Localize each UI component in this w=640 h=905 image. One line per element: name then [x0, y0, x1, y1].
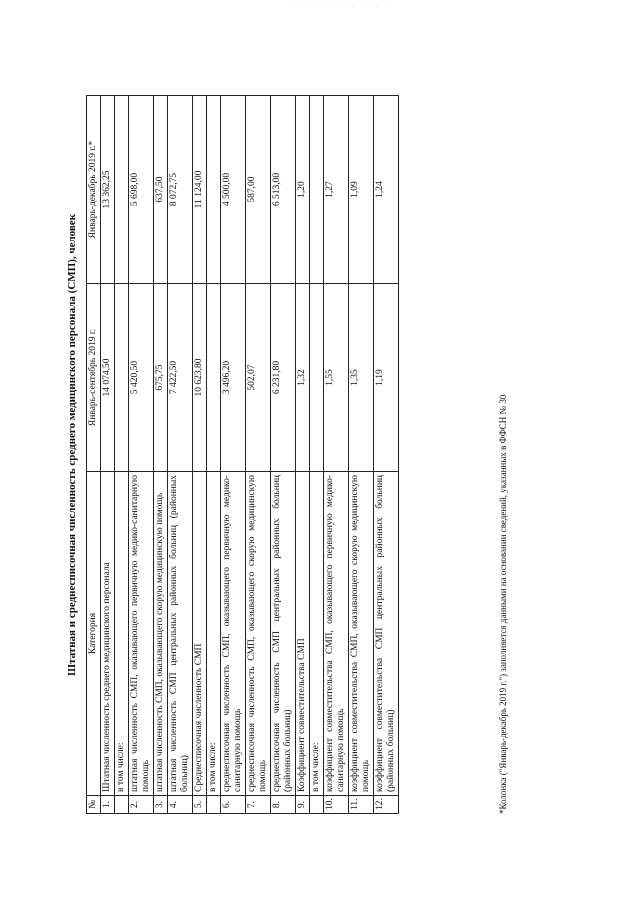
table-row [324, 96, 349, 814]
header-number: № [87, 796, 101, 814]
row-value-jan-sep: 502,07 [246, 284, 271, 472]
table-row [129, 96, 154, 814]
table-row [374, 96, 399, 814]
row-category: Коэффициент совместительства СМП [296, 472, 310, 796]
row-number: 3. [154, 796, 168, 814]
row-value-jan-dec: 4 500,00 [221, 96, 246, 284]
table-row [349, 96, 374, 814]
row-value-jan-sep: 1,32 [296, 284, 310, 472]
row-value-jan-sep [310, 284, 324, 472]
row-category: штатная численность СМП центральных районных больниц (районных больниц) [168, 472, 193, 796]
row-value-jan-sep: 1,55 [324, 284, 349, 472]
row-value-jan-sep: 7 422,50 [168, 284, 193, 472]
row-number: 5. [193, 796, 207, 814]
row-value-jan-sep: 1,35 [349, 284, 374, 472]
row-value-jan-sep: 3 496,20 [221, 284, 246, 472]
row-value-jan-dec [115, 96, 129, 284]
row-number: 8. [271, 796, 296, 814]
row-number: 6. [221, 796, 246, 814]
table-row [221, 96, 246, 814]
row-category: коэффициент совместительства СМП центральных районных больниц (районных больниц) [374, 472, 399, 796]
row-value-jan-sep: 14 074,50 [101, 284, 115, 472]
row-category: среднесписочная численность СМП центральных районных больниц (районных больниц) [271, 472, 296, 796]
table-row [193, 96, 207, 814]
row-value-jan-dec: 13 362,25 [101, 96, 115, 284]
header-jan-dec: Январь-декабрь 2019 г.* [87, 96, 101, 284]
row-number: 12. [374, 796, 399, 814]
row-value-jan-sep: 5 420,50 [129, 284, 154, 472]
row-category: в том числе: [115, 472, 129, 796]
header-jan-sep: Январь-сентябрь 2019 г. [87, 284, 101, 472]
row-number: 11. [349, 796, 374, 814]
row-number [310, 796, 324, 814]
table-row [246, 96, 271, 814]
row-value-jan-dec [207, 96, 221, 284]
row-category: Штатная численность среднего медицинского персонала [101, 472, 115, 796]
document-title: Штатная и среднесписочная численность среднего медицинского персонала (СМП), человек [66, 213, 78, 677]
row-value-jan-dec: 11 124,00 [193, 96, 207, 284]
row-value-jan-dec: 587,00 [246, 96, 271, 284]
row-category: коэффициент совместительства СМП, оказывающего первичную медико-санитарную помощь [324, 472, 349, 796]
row-number [207, 796, 221, 814]
table-row [207, 96, 221, 814]
row-number: 10. [324, 796, 349, 814]
row-category: Среднесписочная численность СМП [193, 472, 207, 796]
row-category: среднесписочная численность СМП, оказывающего скорую медицинскую помощь [246, 472, 271, 796]
row-value-jan-dec: 6 513,00 [271, 96, 296, 284]
table-row [168, 96, 193, 814]
scan-marks: · · ·· · ·· ·· · ·· · [290, 4, 391, 10]
row-value-jan-sep: 1,19 [374, 284, 399, 472]
row-value-jan-dec: 5 698,00 [129, 96, 154, 284]
row-category: штатная численность СМП, оказывающего первичную медико-санитарную помощь [129, 472, 154, 796]
header-category: Категория [87, 472, 101, 796]
row-number: 7. [246, 796, 271, 814]
table-row [310, 96, 324, 814]
row-number [115, 796, 129, 814]
row-value-jan-sep [115, 284, 129, 472]
row-category: среднесписочная численность СМП, оказывающего первичную медико-санитарную помощь [221, 472, 246, 796]
row-category: коэффициент совместительства СМП, оказывающего скорую медицинскую помощь [349, 472, 374, 796]
row-value-jan-sep [207, 284, 221, 472]
table-row [271, 96, 296, 814]
row-category: штатная численность СМП, оказывающего скорую медицинскую помощь [154, 472, 168, 796]
row-value-jan-dec: 1,20 [296, 96, 310, 284]
row-value-jan-dec: 1,09 [349, 96, 374, 284]
row-category: в том числе: [207, 472, 221, 796]
row-category: в том числе: [310, 472, 324, 796]
row-number: 4. [168, 796, 193, 814]
table-header-row [87, 96, 101, 814]
row-value-jan-sep: 6 231,80 [271, 284, 296, 472]
table-row [154, 96, 168, 814]
row-value-jan-dec: 1,24 [374, 96, 399, 284]
row-value-jan-dec: 8 072,75 [168, 96, 193, 284]
row-number: 9. [296, 796, 310, 814]
row-number: 2. [129, 796, 154, 814]
footnote: *Колонка ("Январь-декабрь 2019 г.") заполняется данными на основании сведений, указанных в ФФСН № 30 [498, 394, 508, 814]
row-number: 1. [101, 796, 115, 814]
row-value-jan-dec: 637,50 [154, 96, 168, 284]
row-value-jan-sep: 10 623,80 [193, 284, 207, 472]
row-value-jan-dec: 1,27 [324, 96, 349, 284]
table-row [115, 96, 129, 814]
rotated-page [50, 30, 610, 860]
table-row [296, 96, 310, 814]
staffing-table [86, 95, 399, 814]
row-value-jan-dec [310, 96, 324, 284]
row-value-jan-sep: 675,75 [154, 284, 168, 472]
table-row [101, 96, 115, 814]
